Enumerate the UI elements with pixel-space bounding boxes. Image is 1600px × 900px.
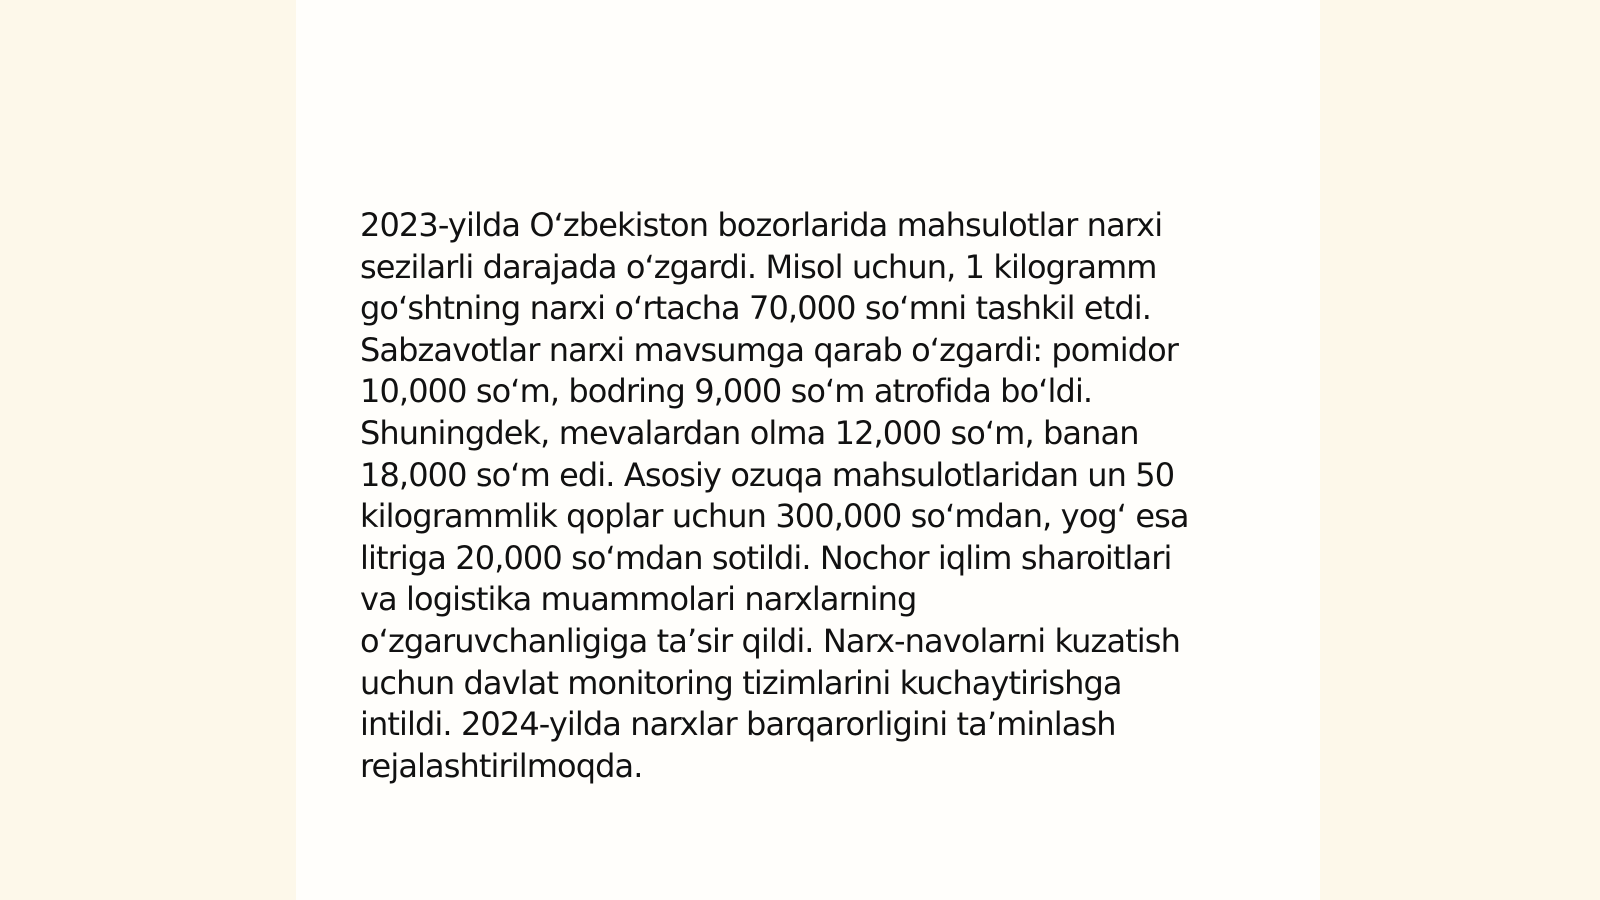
paragraph-line: kilogrammlik qoplar uchun 300,000 so‘mdan, yog‘ esa — [360, 497, 1189, 536]
paragraph-line: intildi. 2024-yilda narxlar barqarorligini ta’minlash — [360, 705, 1116, 744]
paragraph-line: Sabzavotlar narxi mavsumga qarab o‘zgardi: pomidor — [360, 330, 1179, 369]
paragraph-line: va logistika muammolari narxlarning — [360, 580, 917, 619]
paragraph-line: Shuningdek, mevalardan olma 12,000 so‘m, banan — [360, 413, 1139, 452]
paragraph-line: 10,000 so‘m, bodring 9,000 so‘m atrofida bo‘ldi. — [360, 372, 1093, 411]
document-page — [296, 0, 1320, 900]
paragraph-line: go‘shtning narxi o‘rtacha 70,000 so‘mni tashkil etdi. — [360, 289, 1151, 328]
paragraph-line: litriga 20,000 so‘mdan sotildi. Nochor iqlim sharoitlari — [360, 538, 1172, 577]
paragraph-line: uchun davlat monitoring tizimlarini kuchaytirishga — [360, 663, 1122, 702]
paragraph-line: rejalashtirilmoqda. — [360, 746, 643, 785]
paragraph-line: sezilarli darajada o‘zgardi. Misol uchun, 1 kilogramm — [360, 247, 1157, 286]
paragraph-line: 2023-yilda O‘zbekiston bozorlarida mahsulotlar narxi — [360, 206, 1163, 244]
paragraph-line: o‘zgaruvchanligiga ta’sir qildi. Narx-navolarni kuzatish — [360, 621, 1180, 660]
paragraph-line: 18,000 so‘m edi. Asosiy ozuqa mahsulotlaridan un 50 — [360, 455, 1175, 494]
paragraph — [360, 205, 1260, 787]
